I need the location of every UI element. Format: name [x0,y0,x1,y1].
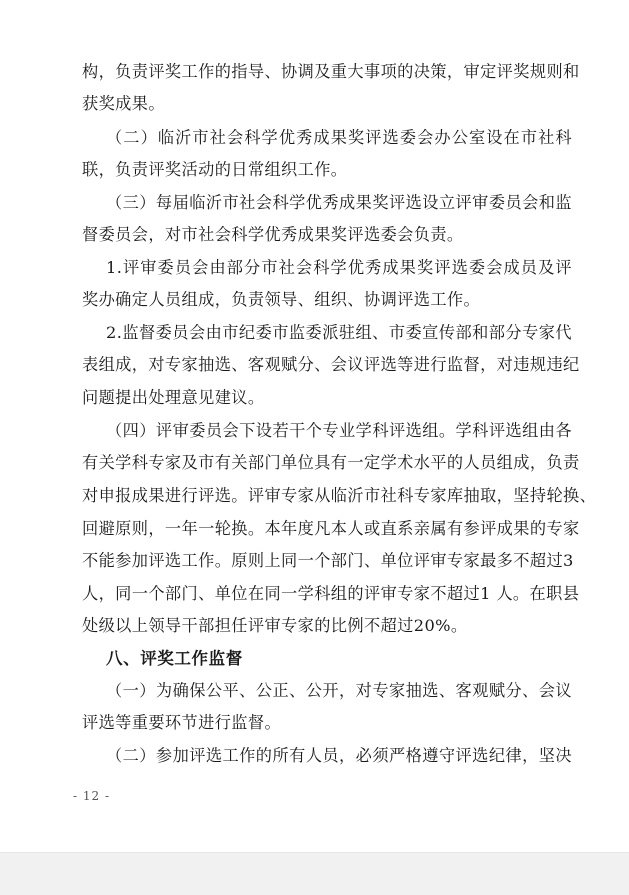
body-line: 构，负责评奖工作的指导、协调及重大事项的决策，审定评奖规则和 [82,62,580,81]
body-line: （一）为确保公平、公正、公开，对专家抽选、客观赋分、会议 [106,681,572,700]
page-number: - 12 - [73,789,111,803]
body-line: 联，负责评奖活动的日常组织工作。 [82,160,348,179]
body-line: 表组成，对专家抽选、客观赋分、会议评选等进行监督，对违规违纪 [82,355,580,374]
body-line: 处级以上领导干部担任评审专家的比例不超过20%。 [82,616,468,635]
body-line: 不能参加评选工作。原则上同一个部门、单位评审专家最多不超过3 [82,551,574,570]
body-line: （二）临沂市社会科学优秀成果奖评选委会办公室设在市社科 [106,128,572,147]
body-line: 回避原则，一年一轮换。本年度凡本人或直系亲属有参评成果的专家 [82,519,580,538]
viewer-bottom-strip [0,852,629,895]
body-line: 问题提出处理意见建议。 [82,388,265,407]
body-line: 获奖成果。 [82,94,165,113]
body-line: 对申报成果进行评选。评审专家从临沂市社科专家库抽取，坚持轮换、 [82,486,597,505]
body-line: 评选等重要环节进行监督。 [82,713,282,732]
body-line: （三）每届临沂市社会科学优秀成果奖评选设立评审委员会和监 [106,193,572,212]
body-line: 督委员会，对市社会科学优秀成果奖评选委会负责。 [82,225,464,244]
section-heading: 八、评奖工作监督 [106,649,243,668]
body-line: 2.监督委员会由市纪委市监委派驻组、市委宣传部和部分专家代 [106,323,572,342]
body-line: （二）参加评选工作的所有人员，必须严格遵守评选纪律，坚决 [106,746,572,765]
body-line: 有关学科专家及市有关部门单位具有一定学术水平的人员组成，负责 [82,453,580,472]
body-line: 人，同一个部门、单位在同一学科组的评审专家不超过1 人。在职县 [82,584,580,603]
body-line: 1.评审委员会由部分市社会科学优秀成果奖评选委会成员及评 [106,258,572,277]
body-line: 奖办确定人员组成，负责领导、组织、协调评选工作。 [82,290,481,309]
body-line: （四）评审委员会下设若干个专业学科评选组。学科评选组由各 [106,421,572,440]
